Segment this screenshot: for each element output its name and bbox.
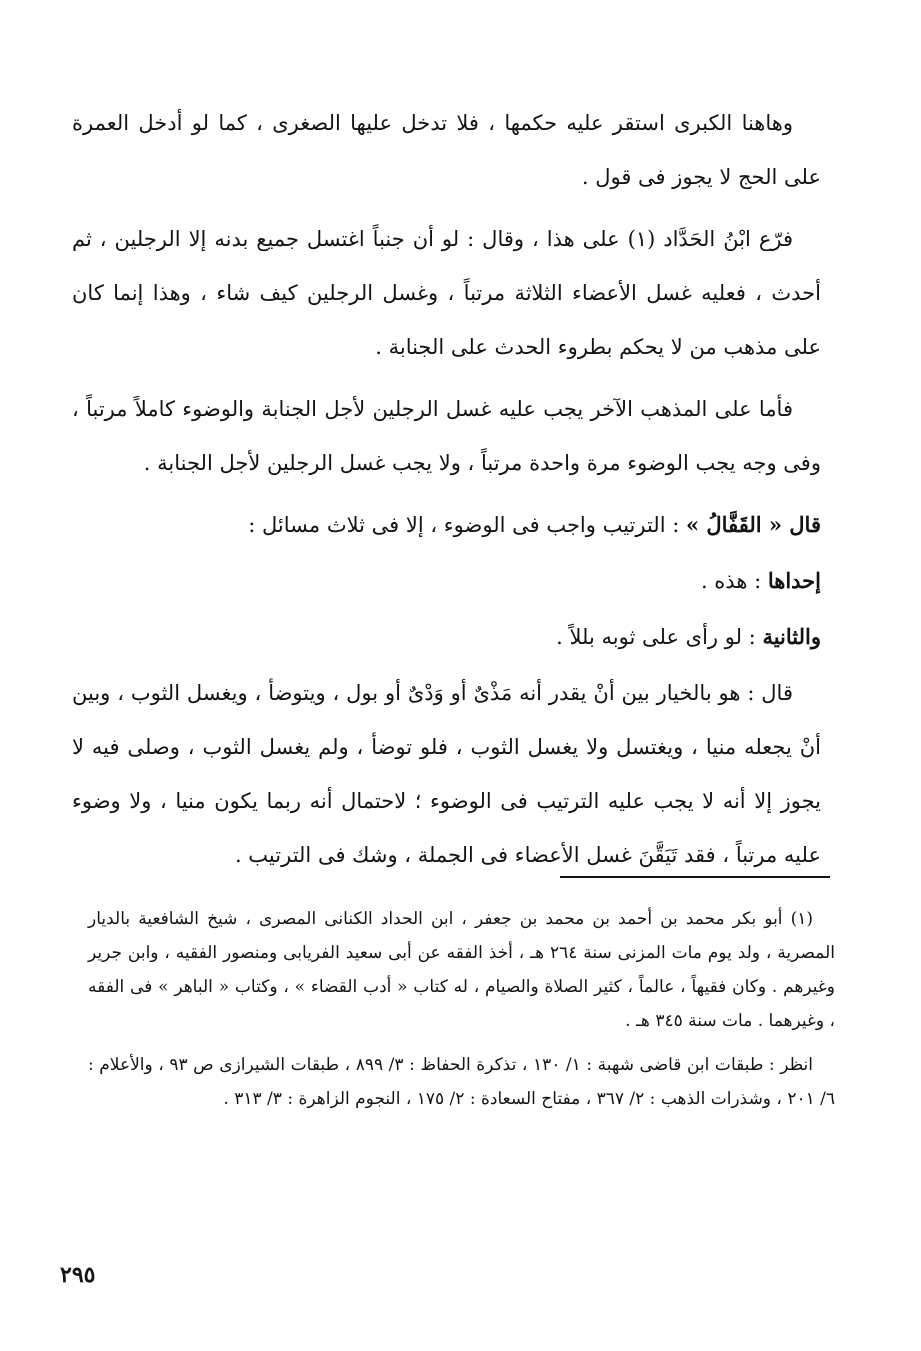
footnote-1: (١) أبو بكر محمد بن أحمد بن محمد بن جعفر ، ابن الحداد الكنانى المصرى ، شيخ الشافعية بالديار المصرية ، ولد يوم مات المزنى سنة ٢٦٤ هـ ، أخذ الفقه عن أبى سعيد الفريابى ومنصور الفقيه ، وابن جرير وغيرهم . وكان فقيهاً ، عالماً ، كثير الصلاة والصيام ، له كتاب « أدب القضاء » ، وكتاب « الباهر » فى الفقه ، وغيرهما . مات سنة ٣٤٥ هـ .	[88, 909, 835, 1031]
paragraph-2: فرّع ابْنُ الحَدَّاد (١) على هذا ، وقال : لو أن جنباً اغتسل جميع بدنه إلا الرجلين ، ثم أحدث ، فعليه غسل الأعضاء الثلاثة مرتباً ، وغسل الرجلين كيف شاء ، وهذا إنما كان على مذهب من لا يحكم بطروء الحدث على الجنابة .	[72, 227, 821, 359]
second-case-line	[72, 610, 821, 664]
qaffal-lead: قال « القَفَّالُ »	[685, 512, 821, 537]
first-case-lead: إحداها	[767, 568, 821, 593]
footnotes	[88, 902, 835, 1126]
paragraph-3: فأما على المذهب الآخر يجب عليه غسل الرجلين لأجل الجنابة والوضوء كاملاً مرتباً ، وفى وجه يجب الوضوء مرة واحدة مرتباً ، ولا يجب غسل الرجلين لأجل الجنابة .	[72, 397, 821, 475]
second-case-text: : لو رأى على ثوبه بللاً .	[556, 625, 756, 649]
final-paragraph: قال : هو بالخيار بين أنْ يقدر أنه مَذْىٌ أو وَدْىٌ أو بول ، ويتوضأ ، ويغسل الثوب ، وبين أنْ يجعله منيا ، ويغتسل ولا يغسل الثوب ، فلو توضأ ، ولم يغسل الثوب ، وصلى فيه لا يجوز إلا أنه لا يجب عليه الترتيب فى الوضوء ؛ لاحتمال أنه ربما يكون منيا ، ولا وضوء عليه مرتباً ، فقد تَيَقَّنَ غسل الأعضاء فى الجملة ، وشك فى الترتيب .	[72, 681, 821, 867]
main-text	[72, 96, 821, 890]
first-case-line	[72, 554, 821, 608]
footnote-references: انظر : طبقات ابن قاضى شهبة : ١/ ١٣٠ ، تذكرة الحفاظ : ٣/ ٨٩٩ ، طبقات الشيرازى ص ٩٣ ، والأعلام : ٦/ ٢٠١ ، وشذرات الذهب : ٢/ ٣٦٧ ، مفتاح السعادة : ٢/ ١٧٥ ، النجوم الزاهرة : ٣/ ٣١٣ .	[88, 1055, 835, 1109]
qaffal-text: : الترتيب واجب فى الوضوء ، إلا فى ثلاث مسائل :	[248, 513, 680, 537]
first-case-text: : هذه .	[700, 569, 762, 593]
paragraph-1: وهاهنا الكبرى استقر عليه حكمها ، فلا تدخل عليها الصغرى ، كما لو أدخل العمرة على الحج لا يجوز فى قول .	[72, 111, 821, 189]
second-case-lead: والثانية	[762, 624, 821, 649]
footnote-divider	[560, 876, 830, 878]
qaffal-line	[72, 498, 821, 552]
page-number: ٢٩٥	[60, 1262, 96, 1288]
